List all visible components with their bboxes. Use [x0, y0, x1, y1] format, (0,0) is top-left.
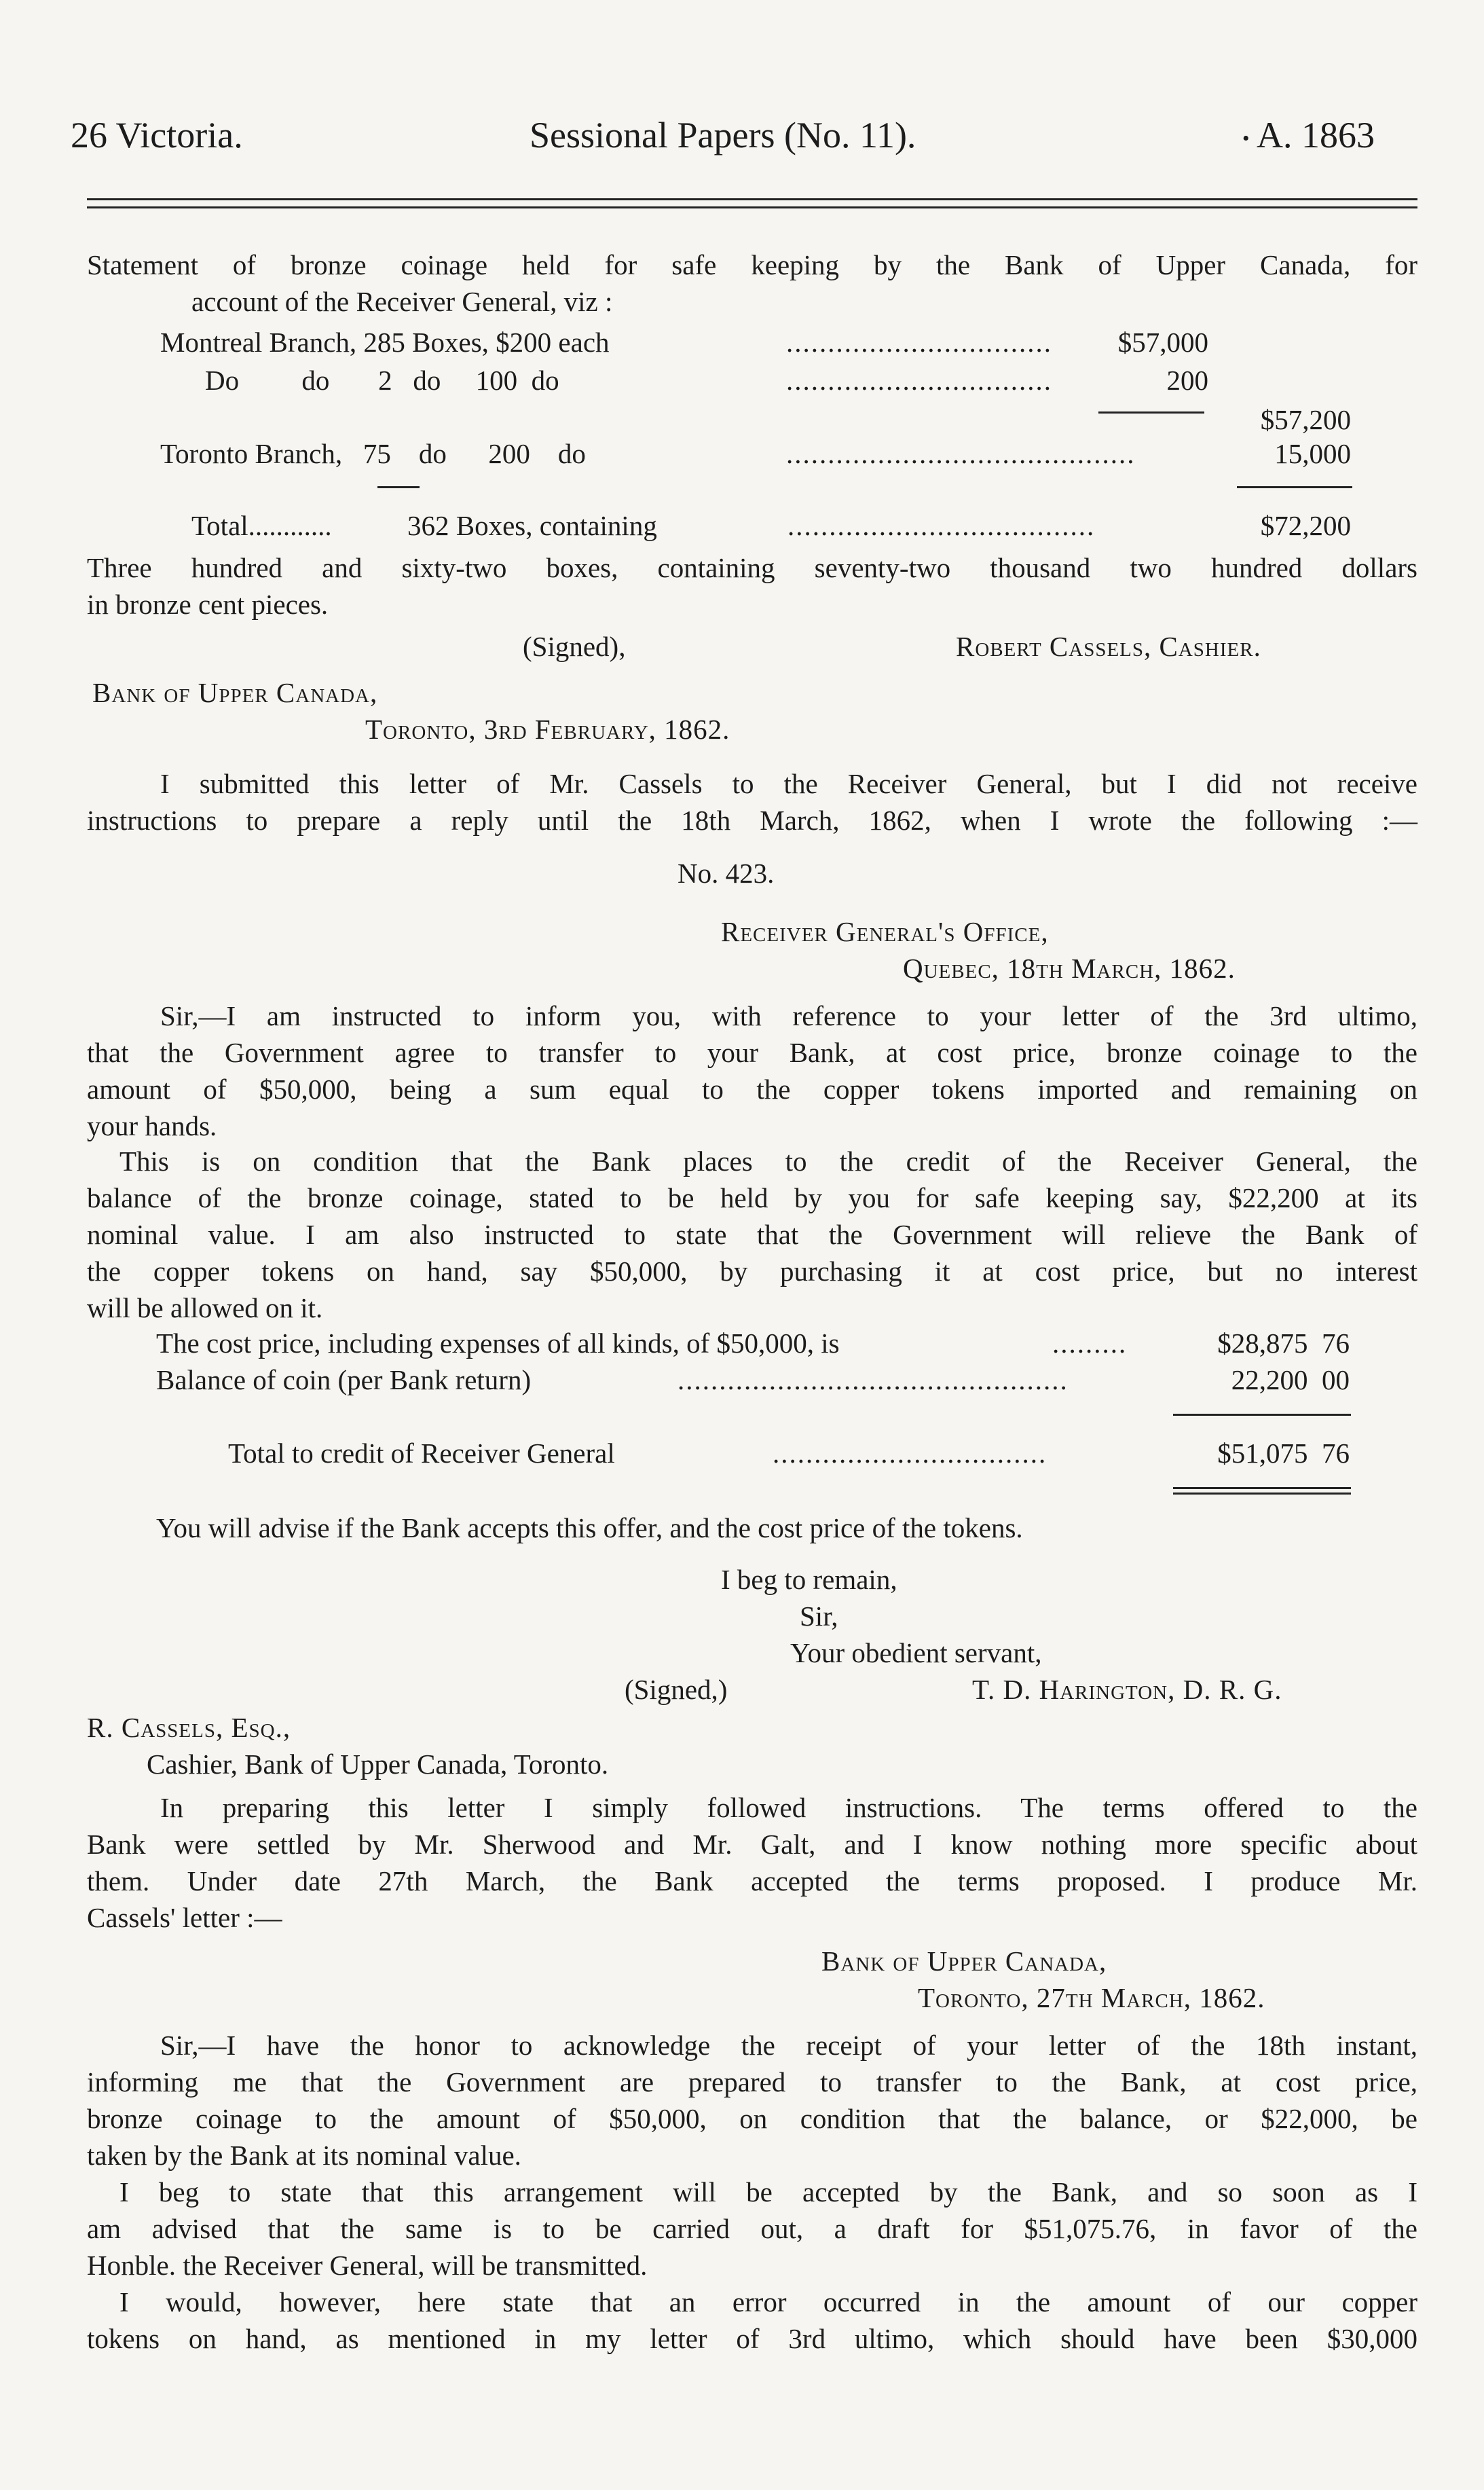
submitted-line2: instructions to prepare a reply until the 18th March, 1862, when I wrote the following :— — [87, 805, 1417, 836]
do-row-dots: ................................ — [786, 365, 1052, 396]
submitted-line1: I submitted this letter of Mr. Cassels to the Receiver General, but I did not receive — [160, 768, 1417, 799]
toronto-row-dots: .......................................... — [786, 438, 1136, 469]
letter-office: Receiver General's Office, — [721, 916, 1049, 947]
letter-number: No. 423. — [678, 858, 775, 889]
closing-servant: Your obedient servant, — [790, 1637, 1042, 1668]
preparing-line4: Cassels' letter :— — [87, 1902, 282, 1933]
letter-p2-line2: balance of the bronze coinage, stated to be held by you for safe keeping say, $22,200 at its — [87, 1182, 1417, 1213]
header-rule-bottom — [87, 206, 1417, 208]
subtotal-rule — [1098, 411, 1204, 414]
calc-total-amount: $51,075 76 — [1217, 1438, 1350, 1469]
do-row-amount: 200 — [1166, 365, 1208, 396]
header-session: 26 Victoria. — [71, 115, 243, 155]
letter-p2-line3: nominal value. I am also instructed to state that the Government will relieve the Bank of — [87, 1219, 1417, 1250]
header-rule-top — [87, 198, 1417, 200]
reply-place: Bank of Upper Canada, — [821, 1945, 1107, 1977]
calc-rule-bottom-1 — [1173, 1487, 1351, 1489]
calc-row2-dots: ............................................... — [678, 1364, 1069, 1395]
calc-row2-label: Balance of coin (per Bank return) — [156, 1364, 532, 1395]
reply-p2-line3: Honble. the Receiver General, will be transmitted. — [87, 2250, 648, 2281]
total-boxes: 362 Boxes, containing — [407, 510, 657, 541]
total-dots: ..................................... — [787, 510, 1096, 541]
reply-p3-line2: tokens on hand, as mentioned in my letter of 3rd ultimo, which should have been $30,000 — [87, 2323, 1417, 2354]
total-label: Total............ — [191, 510, 332, 541]
letter-p2-line1: This is on condition that the Bank places to the credit of the Receiver General, the — [119, 1146, 1417, 1177]
closing-remain: I beg to remain, — [721, 1564, 897, 1595]
calc-total-dots: ................................. — [773, 1438, 1047, 1469]
montreal-row-label: Montreal Branch, 285 Boxes, $200 each — [160, 327, 610, 358]
statement-words-line1: Three hundred and sixty-two boxes, containing seventy-two thousand two hundred dollars — [87, 552, 1417, 583]
statement-intro-line1: Statement of bronze coinage held for safe keeping by the Bank of Upper Canada, for — [87, 249, 1417, 280]
letter-p2-line5: will be allowed on it. — [87, 1292, 323, 1323]
addressee-title: Cashier, Bank of Upper Canada, Toronto. — [147, 1749, 609, 1780]
letter-date: Quebec, 18th March, 1862. — [903, 953, 1236, 984]
statement-signatory: Robert Cassels, Cashier. — [956, 631, 1261, 662]
statement-intro-line2: account of the Receiver General, viz : — [191, 286, 613, 317]
statement-place: Bank of Upper Canada, — [92, 677, 378, 708]
calc-total-label: Total to credit of Receiver General — [228, 1438, 615, 1469]
closing-sir: Sir, — [800, 1600, 838, 1632]
letter-p2-line4: the copper tokens on hand, say $50,000, by purchasing it at cost price, but no interest — [87, 1256, 1417, 1287]
total-amount-rule — [1237, 486, 1352, 488]
montreal-row-dots: ................................ — [786, 327, 1052, 358]
statement-words-line2: in bronze cent pieces. — [87, 589, 329, 620]
calc-rule-bottom-2 — [1173, 1493, 1351, 1495]
header-year: A. 1863 — [1257, 115, 1375, 155]
calc-row1-label: The cost price, including expenses of all kinds, of $50,000, is — [156, 1328, 840, 1359]
subtotal-amount: $57,200 — [1260, 404, 1351, 435]
toronto-row-label: Toronto Branch, 75 do 200 do — [160, 438, 586, 469]
reply-p1-line1: Sir,—I have the honor to acknowledge the receipt of your letter of the 18th instant, — [160, 2030, 1417, 2061]
total-amount: $72,200 — [1260, 510, 1351, 541]
addressee-name: R. Cassels, Esq., — [87, 1712, 291, 1743]
do-row-label: Do do 2 do 100 do — [205, 365, 559, 396]
letter-advise: You will advise if the Bank accepts this offer, and the cost price of the tokens. — [156, 1512, 1023, 1543]
bullet-mark: • — [1242, 127, 1250, 150]
toronto-row-amount: 15,000 — [1274, 438, 1351, 469]
calc-row1-amount: $28,875 76 — [1217, 1328, 1350, 1359]
reply-p1-line3: bronze coinage to the amount of $50,000, on condition that the balance, or $22,000, be — [87, 2103, 1417, 2134]
preparing-line3: them. Under date 27th March, the Bank accepted the terms proposed. I produce Mr. — [87, 1865, 1417, 1897]
letter-p1-line1: Sir,—I am instructed to inform you, with reference to your letter of the 3rd ultimo, — [160, 1000, 1417, 1031]
calc-row2-amount: 22,200 00 — [1231, 1364, 1350, 1395]
reply-p1-line4: taken by the Bank at its nominal value. — [87, 2140, 521, 2171]
total-boxes-rule — [377, 486, 420, 488]
header-year-wrap — [1242, 114, 1375, 156]
reply-p2-line2: am advised that the same is to be carried out, a draft for $51,075.76, in favor of the — [87, 2213, 1417, 2244]
statement-date: Toronto, 3rd February, 1862. — [365, 714, 730, 745]
calc-row1-dots: ......... — [1052, 1328, 1128, 1359]
calc-rule-top — [1173, 1414, 1351, 1416]
preparing-line1: In preparing this letter I simply followed instructions. The terms offered to the — [160, 1792, 1417, 1823]
reply-p1-line2: informing me that the Government are prepared to transfer to the Bank, at cost price, — [87, 2066, 1417, 2098]
reply-date: Toronto, 27th March, 1862. — [918, 1982, 1265, 2013]
reply-p2-line1: I beg to state that this arrangement will be accepted by the Bank, and so soon as I — [119, 2176, 1417, 2208]
letter-signatory: T. D. Harington, D. R. G. — [972, 1674, 1282, 1705]
montreal-row-amount: $57,000 — [1117, 327, 1208, 358]
letter-p1-line4: your hands. — [87, 1110, 217, 1141]
reply-p3-line1: I would, however, here state that an error occurred in the amount of our copper — [119, 2286, 1417, 2318]
preparing-line2: Bank were settled by Mr. Sherwood and Mr. Galt, and I know nothing more specific about — [87, 1829, 1417, 1860]
letter-p1-line2: that the Government agree to transfer to your Bank, at cost price, bronze coinage to the — [87, 1037, 1417, 1068]
letter-signed: (Signed,) — [625, 1674, 728, 1705]
letter-p1-line3: amount of $50,000, being a sum equal to the copper tokens imported and remaining on — [87, 1074, 1417, 1105]
statement-signed: (Signed), — [523, 631, 626, 662]
header-title: Sessional Papers (No. 11). — [530, 115, 916, 155]
